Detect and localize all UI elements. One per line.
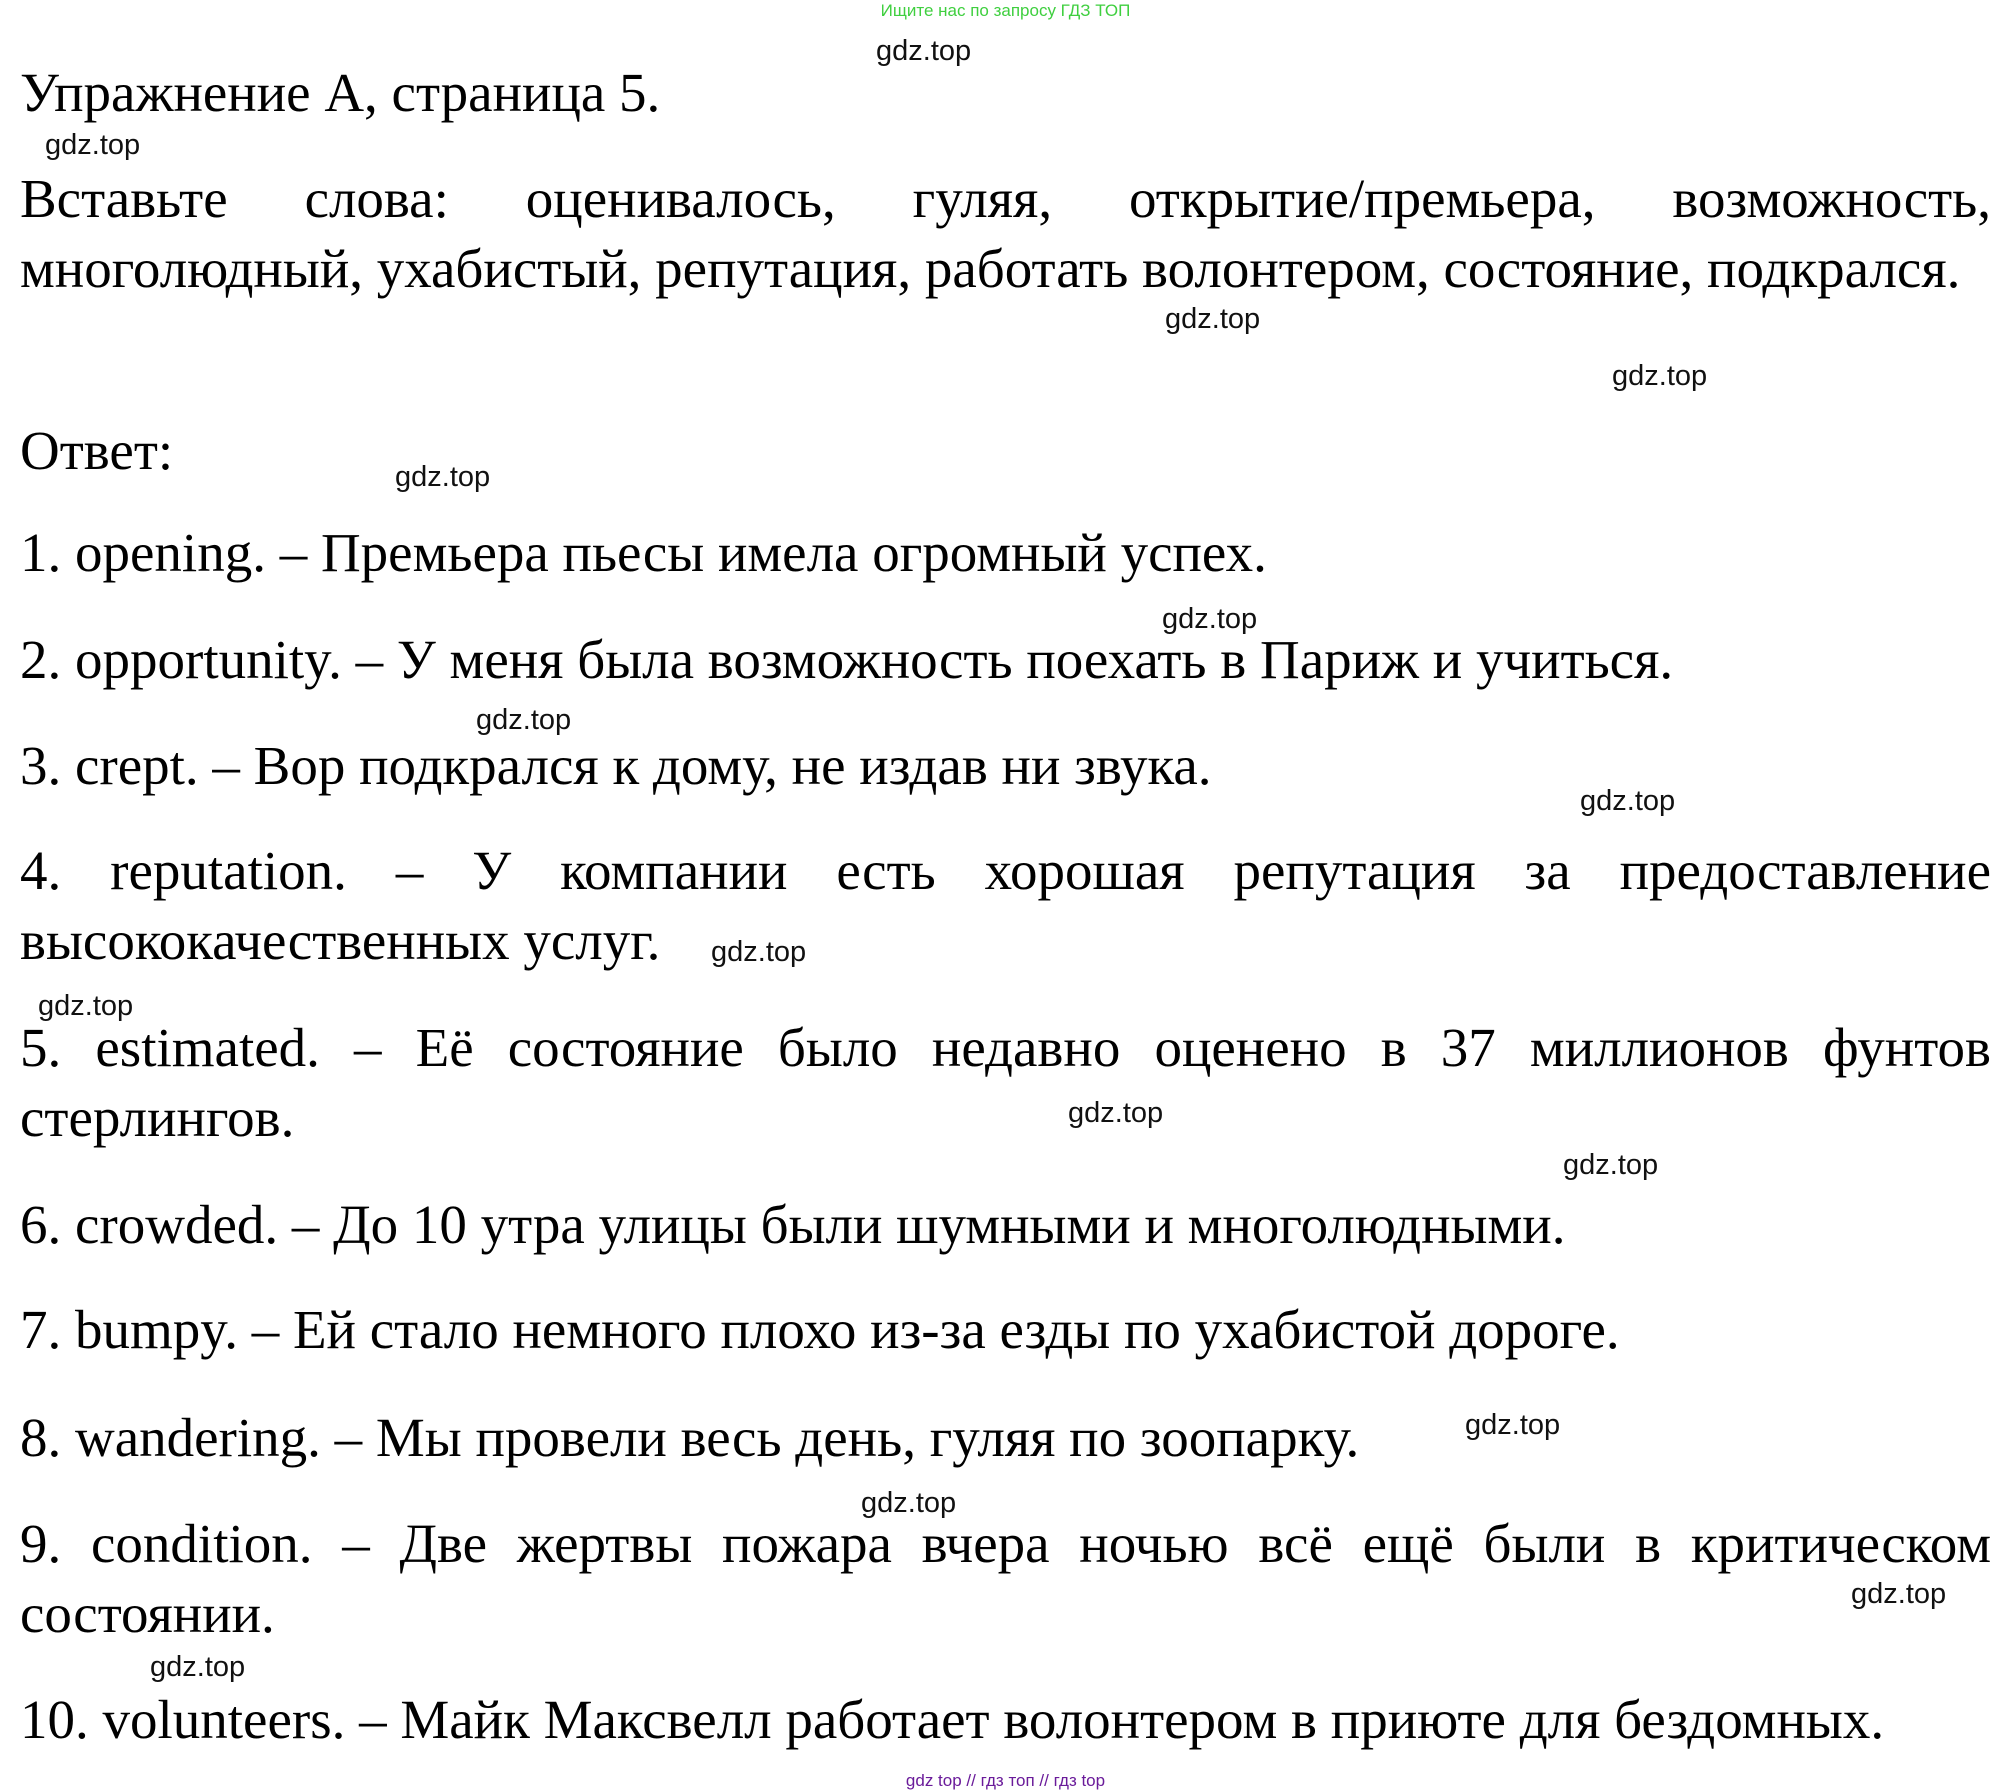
watermark: gdz.top xyxy=(711,936,807,968)
exercise-title: Упражнение A, страница 5. xyxy=(20,62,661,123)
watermark: gdz.top xyxy=(395,461,491,493)
watermark: gdz.top xyxy=(876,35,972,67)
watermark: gdz.top xyxy=(1563,1149,1659,1181)
answer-item-3: 3. crept. – Вор подкрался к дому, не издав ни звука. xyxy=(20,735,1212,796)
watermark: gdz.top xyxy=(150,1651,246,1683)
answer-item-7: 7. bumpy. – Ей стало немного плохо из-за езды по ухабистой дороге. xyxy=(20,1299,1620,1360)
watermark: gdz.top xyxy=(1851,1578,1947,1610)
answer-label: Ответ: xyxy=(20,420,174,481)
answer-item-2: 2. opportunity. – У меня была возможность поехать в Париж и учиться. xyxy=(20,629,1674,690)
instruction-text: Вставьте слова: оценивалось, гуляя, открытие/премьера, возможность, многолюдный, ухабистый, репутация, работать волонтером, состояние, подкрался. xyxy=(20,168,1991,299)
watermark: gdz.top xyxy=(861,1487,957,1519)
answer-item-4: 4. reputation. – У компании есть хорошая репутация за предоставление высококачественных услуг. xyxy=(20,840,1991,971)
answer-item-8: 8. wandering. – Мы провели весь день, гуляя по зоопарку. xyxy=(20,1407,1360,1468)
watermark: gdz.top xyxy=(1465,1409,1561,1441)
watermark: gdz.top xyxy=(1580,785,1676,817)
watermark: gdz.top xyxy=(1068,1097,1164,1129)
answer-item-6: 6. crowded. – До 10 утра улицы были шумными и многолюдными. xyxy=(20,1194,1566,1255)
watermark: gdz.top xyxy=(476,704,572,736)
answer-item-9: 9. condition. – Две жертвы пожара вчера ночью всё ещё были в критическом состоянии. xyxy=(20,1513,1991,1644)
footer-watermark: gdz top // гдз топ // гдз top xyxy=(905,1771,1106,1790)
answer-item-10: 10. volunteers. – Майк Максвелл работает волонтером в приюте для бездомных. xyxy=(20,1689,1885,1750)
top-banner: Ищите нас по запросу ГДЗ ТОП xyxy=(880,1,1131,20)
watermark: gdz.top xyxy=(1162,603,1258,635)
watermark: gdz.top xyxy=(45,129,141,161)
watermark: gdz.top xyxy=(38,990,134,1022)
answer-item-5: 5. estimated. – Её состояние было недавно оценено в 37 миллионов фунтов стерлингов. xyxy=(20,1017,1991,1148)
answer-item-1: 1. opening. – Премьера пьесы имела огромный успех. xyxy=(20,522,1267,583)
watermark: gdz.top xyxy=(1612,360,1708,392)
watermark: gdz.top xyxy=(1165,303,1261,335)
